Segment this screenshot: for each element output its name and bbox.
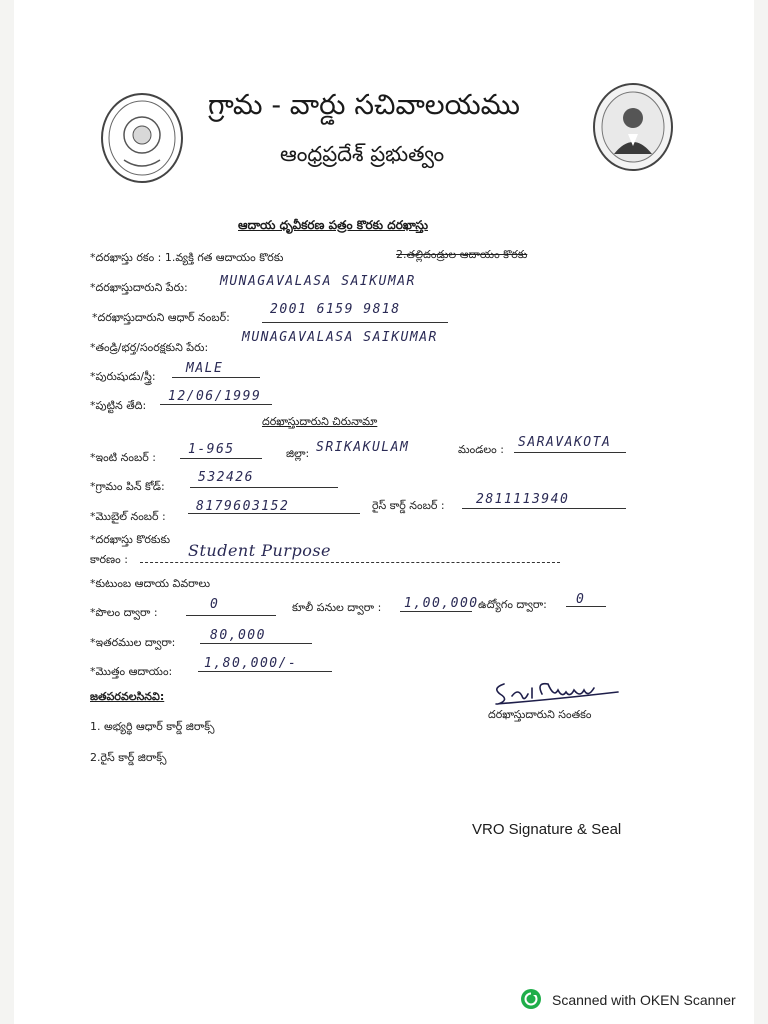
dob-underline: [160, 404, 272, 405]
gender-label: *పురుషుడు/స్త్రీ:: [90, 370, 156, 383]
job-income-label: ఉద్యోగం ద్వారా:: [478, 598, 547, 611]
mandal-underline: [514, 452, 626, 453]
aadhar-underline: [262, 322, 448, 323]
guardian-name-label: *తండ్రి/భర్త/సంరక్షకుని పేరు:: [90, 341, 209, 354]
mandal-value: SARAVAKOTA: [518, 435, 612, 450]
application-type-label: *దరఖాస్తు రకం : 1.వ్యక్తి గత ఆదాయం కొరకు: [90, 251, 284, 264]
gender-underline: [172, 377, 260, 378]
land-income-value: 0: [210, 597, 220, 612]
reason-label: *దరఖాస్తు కొరకుకు: [90, 533, 171, 546]
form-heading: ఆదాయ ధృవీకరణ పత్రం కొరకు దరఖాస్తు: [238, 218, 428, 232]
dob-label: *పుట్టిన తేది:: [90, 399, 147, 412]
ap-government-seal: [100, 90, 184, 186]
other-income-value: 80,000: [210, 628, 266, 643]
vro-signature-label: VRO Signature & Seal: [472, 821, 622, 838]
total-income-underline: [198, 671, 332, 672]
labour-income-value: 1,00,000: [404, 596, 479, 611]
mobile-number-label: *మొబైల్ నంబర్ :: [90, 510, 166, 523]
aadhar-number-value: 2001 6159 9818: [270, 302, 401, 317]
other-income-label: *ఇతరముల ద్వారా:: [90, 636, 176, 649]
house-number-label: *ఇంటి నంబర్ :: [90, 451, 156, 464]
scanner-logo-icon: [520, 988, 542, 1010]
rice-card-label: రైస్ కార్డ్ నంబర్ :: [372, 499, 445, 512]
applicant-name-value: MUNAGAVALASA SAIKUMAR: [220, 274, 416, 289]
pincode-label: *గ్రామం పిన్ కోడ్:: [90, 480, 165, 493]
dob-value: 12/06/1999: [168, 389, 262, 404]
leader-portrait-seal: [592, 82, 674, 172]
total-income-value: 1,80,000/-: [204, 656, 298, 671]
gender-value: MALE: [186, 361, 224, 376]
applicant-name-label: *దరఖాస్తుదారుని పేరు:: [90, 281, 188, 294]
rice-card-underline: [462, 508, 626, 509]
reason-label-cont: కారణం :: [90, 553, 128, 566]
reason-value: Student Purpose: [188, 541, 331, 560]
page-title: గ్రామ - వార్డు సచివాలయము: [208, 88, 520, 121]
enclosure-item: 2.రైస్ కార్డ్ జిరాక్స్: [90, 751, 167, 764]
address-heading: దరఖాస్తుదారుని చిరునామా: [262, 415, 378, 428]
house-underline: [180, 458, 262, 459]
applicant-signature: [488, 674, 628, 710]
mobile-number-value: 8179603152: [196, 499, 290, 514]
aadhar-number-label: *దరఖాస్తుదారుని ఆధార్ నంబర్:: [92, 311, 230, 324]
application-type-option-2: 2.తల్లిదండ్రుల ఆదాయం కొరకు: [396, 248, 528, 261]
job-income-value: 0: [576, 592, 586, 607]
labour-income-label: కూలీ పనుల ద్వారా :: [292, 601, 382, 614]
pincode-underline: [190, 487, 338, 488]
enclosures-heading: జతపరవలసినవి:: [90, 690, 165, 703]
enclosure-item: 1. అభ్యర్థి ఆధార్ కార్డ్ జిరాక్స్: [90, 720, 215, 733]
total-income-label: *మొత్తం ఆదాయం:: [90, 665, 173, 678]
land-income-underline: [186, 615, 276, 616]
mobile-underline: [188, 513, 360, 514]
district-label: జిల్లా:: [286, 447, 310, 460]
reason-underline: [140, 562, 560, 563]
signature-caption: దరఖాస్తుదారుని సంతకం: [488, 708, 592, 721]
family-income-label: *కుటుంబ ఆదాయ వివరాలు: [90, 577, 211, 590]
rice-card-value: 2811113940: [476, 492, 570, 507]
land-income-label: *పొలం ద్వారా :: [90, 606, 158, 619]
labour-income-underline: [400, 611, 472, 612]
other-income-underline: [200, 643, 312, 644]
house-number-value: 1-965: [188, 442, 235, 457]
district-value: SRIKAKULAM: [316, 440, 410, 455]
guardian-name-value: MUNAGAVALASA SAIKUMAR: [242, 330, 438, 345]
job-income-underline: [566, 606, 606, 607]
pincode-value: 532426: [198, 470, 254, 485]
mandal-label: మండలం :: [458, 443, 504, 456]
page-subtitle: ఆంధ్రప్రదేశ్ ప్రభుత్వం: [280, 142, 445, 166]
scanner-watermark: Scanned with OKEN Scanner: [552, 992, 736, 1008]
